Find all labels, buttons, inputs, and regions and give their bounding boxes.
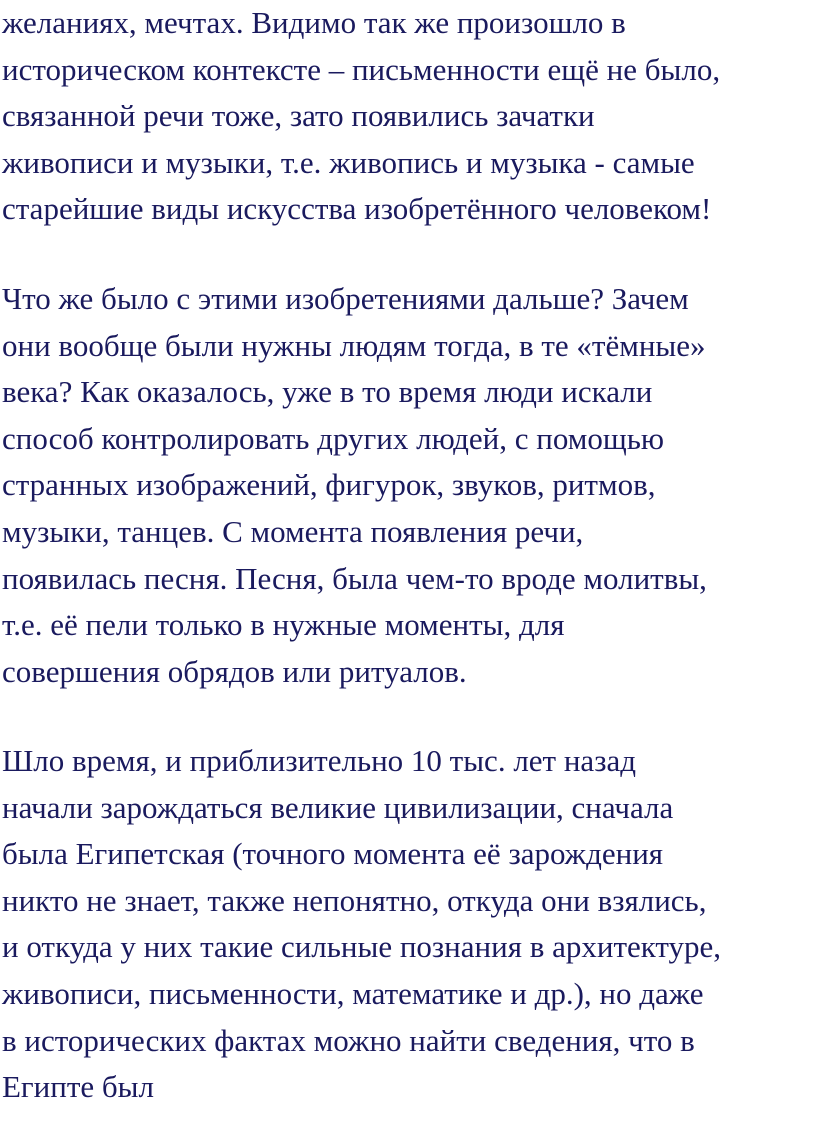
text-line: старейшие виды искусства изобретённого человеком!: [2, 191, 712, 227]
text-line: желаниях, мечтах. Видимо так же произошло в: [2, 5, 626, 40]
text-line: странных изображений, фигурок, звуков, ритмов,: [2, 467, 656, 503]
text-line: связанной речи тоже, зато появились зачатки: [2, 98, 595, 134]
text-line: Что же было с этими изобретениями дальше? Зачем: [2, 281, 689, 316]
text-line: т.е. её пели только в нужные моменты, для: [2, 607, 565, 643]
text-line: в исторических фактах можно найти сведения, что в: [2, 1022, 695, 1058]
text-line: была Египетская (точного момента её зарождения: [2, 836, 664, 872]
paragraph-1: [2, 0, 720, 233]
text-line: историческом контексте – письменности ещё не было,: [2, 51, 721, 87]
text-line: они вообще были нужны людям тогда, в те «тёмные»: [2, 327, 706, 363]
text-line: музыки, танцев. С момента появления речи,: [2, 513, 584, 549]
text-line: живописи и музыки, т.е. живопись и музыка - самые: [2, 144, 695, 180]
text-line: появилась песня. Песня, была чем-то вроде молитвы,: [2, 560, 707, 596]
text-line: Египте был: [2, 1069, 154, 1105]
text-line: Шло время, и приблизительно 10 тыс. лет назад: [2, 743, 636, 778]
text-line: никто не знает, также непонятно, откуда они взялись,: [2, 882, 707, 918]
text-line: века? Как оказалось, уже в то время люди искали: [2, 374, 653, 410]
text-line: способ контролировать других людей, с помощью: [2, 420, 665, 456]
text-line: и откуда у них такие сильные познания в архитектуре,: [2, 929, 722, 965]
text-line: начали зарождаться великие цивилизации, сначала: [2, 789, 674, 825]
paragraph-3: [2, 738, 721, 1111]
text-line: совершения обрядов или ритуалов.: [2, 653, 467, 689]
paragraph-2: [2, 276, 707, 695]
text-line: живописи, письменности, математике и др.), но даже: [2, 975, 704, 1011]
